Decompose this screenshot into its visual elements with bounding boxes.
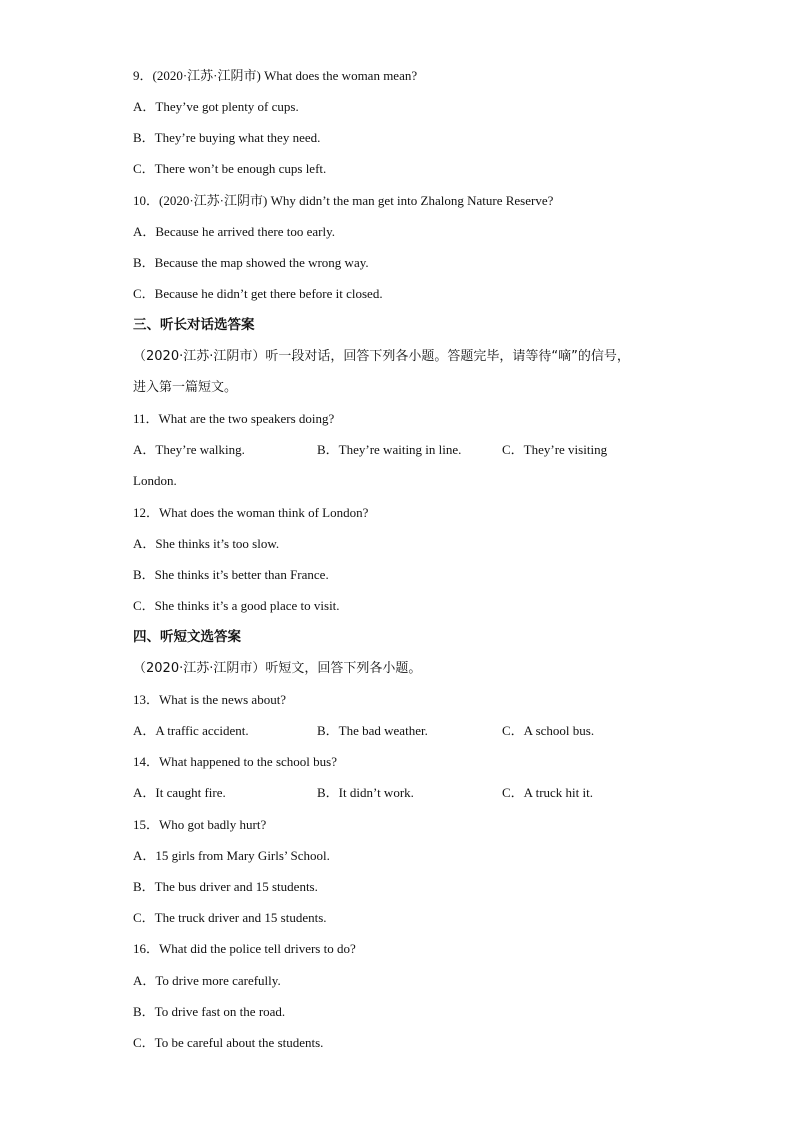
- question-10-option-b: B．Because the map showed the wrong way.: [133, 255, 369, 270]
- question-11-option-c-continued: London.: [133, 473, 177, 488]
- question-13-stem: 13．What is the news about?: [133, 692, 287, 707]
- section-3-intro-line-2: 进入第一篇短文。: [133, 380, 238, 395]
- question-9-option-c: C．There won’t be enough cups left.: [133, 161, 327, 176]
- section-4-heading: 四、听短文选答案: [133, 629, 241, 645]
- question-14-stem: 14．What happened to the school bus?: [133, 754, 337, 769]
- question-12-option-a: A．She thinks it’s too slow.: [133, 536, 280, 551]
- question-11-option-c: C．They’re visiting: [502, 442, 608, 457]
- question-9-option-b: B．They’re buying what they need.: [133, 130, 321, 145]
- section-3-intro-line-1: （2020·江苏·江阴市）听一段对话，回答下列各小题。答题完毕，请等待“嘀”的信号，: [133, 349, 630, 364]
- question-9-stem: 9．(2020·江苏·江阴市) What does the woman mean?: [133, 68, 418, 83]
- question-11-option-b: B．They’re waiting in line.: [317, 442, 462, 457]
- question-14-option-c: C．A truck hit it.: [502, 785, 594, 800]
- question-13-option-b: B．The bad weather.: [317, 723, 428, 738]
- question-16-option-c: C．To be careful about the students.: [133, 1035, 324, 1050]
- question-16-stem: 16．What did the police tell drivers to do?: [133, 941, 356, 956]
- question-14-option-b: B．It didn’t work.: [317, 785, 414, 800]
- question-9-option-a: A．They’ve got plenty of cups.: [133, 99, 299, 114]
- section-3-heading: 三、听长对话选答案: [133, 317, 255, 333]
- section-4-intro: （2020·江苏·江阴市）听短文，回答下列各小题。: [133, 661, 422, 676]
- question-10-option-a: A．Because he arrived there too early.: [133, 224, 336, 239]
- question-14-option-a: A．It caught fire.: [133, 785, 226, 800]
- question-15-stem: 15．Who got badly hurt?: [133, 817, 267, 832]
- question-10-stem: 10．(2020·江苏·江阴市) Why didn’t the man get into Zhalong Nature Reserve?: [133, 193, 554, 208]
- question-12-stem: 12．What does the woman think of London?: [133, 505, 369, 520]
- question-13-option-c: C．A school bus.: [502, 723, 595, 738]
- question-12-option-c: C．She thinks it’s a good place to visit.: [133, 598, 340, 613]
- question-13-option-a: A．A traffic accident.: [133, 723, 249, 738]
- question-15-option-b: B．The bus driver and 15 students.: [133, 879, 318, 894]
- question-11-option-a: A．They’re walking.: [133, 442, 245, 457]
- question-11-stem: 11．What are the two speakers doing?: [133, 411, 335, 426]
- question-12-option-b: B．She thinks it’s better than France.: [133, 567, 329, 582]
- question-16-option-b: B．To drive fast on the road.: [133, 1004, 286, 1019]
- question-15-option-a: A．15 girls from Mary Girls’ School.: [133, 848, 330, 863]
- question-16-option-a: A．To drive more carefully.: [133, 973, 281, 988]
- question-10-option-c: C．Because he didn’t get there before it closed.: [133, 286, 383, 301]
- question-15-option-c: C．The truck driver and 15 students.: [133, 910, 327, 925]
